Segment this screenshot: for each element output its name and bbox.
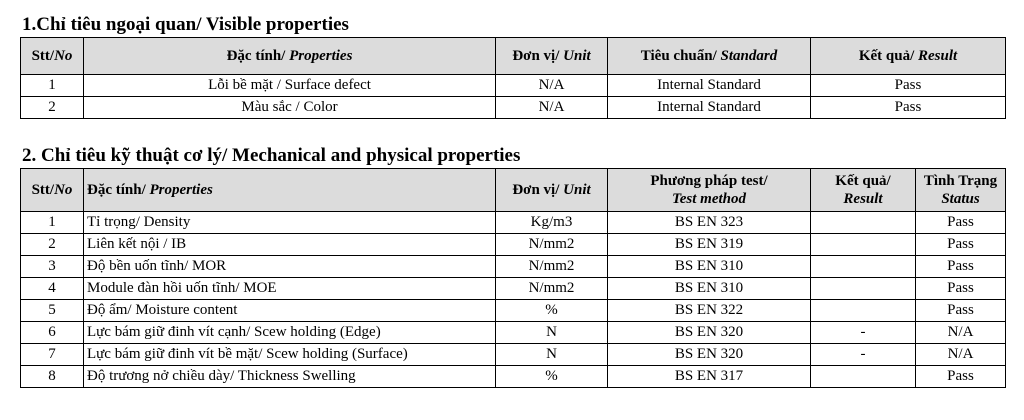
- header-unit: Đơn vị/ Unit: [496, 38, 608, 75]
- cell-property: Độ ẩm/ Moisture content: [84, 300, 496, 322]
- cell-test-method: BS EN 319: [608, 234, 811, 256]
- cell-status: Pass: [916, 366, 1006, 388]
- cell-status: Pass: [916, 300, 1006, 322]
- cell-no: 1: [21, 212, 84, 234]
- cell-property: Lực bám giữ đinh vít cạnh/ Scew holding (Edge): [84, 322, 496, 344]
- header-properties: Đặc tính/ Properties: [84, 38, 496, 75]
- cell-property: Tỉ trọng/ Density: [84, 212, 496, 234]
- cell-test-method: BS EN 310: [608, 256, 811, 278]
- cell-standard: Internal Standard: [608, 97, 811, 119]
- cell-no: 6: [21, 322, 84, 344]
- table-row: [21, 97, 1006, 119]
- header-standard: Tiêu chuẩn/ Standard: [608, 38, 811, 75]
- cell-test-method: BS EN 310: [608, 278, 811, 300]
- mechanical-properties-table: [20, 168, 1006, 388]
- table-row: [21, 256, 1006, 278]
- table-row: [21, 366, 1006, 388]
- cell-status: N/A: [916, 322, 1006, 344]
- cell-property: Lực bám giữ đinh vít bề mặt/ Scew holding (Surface): [84, 344, 496, 366]
- table-row: [21, 212, 1006, 234]
- cell-test-method: BS EN 320: [608, 344, 811, 366]
- cell-unit: %: [496, 300, 608, 322]
- cell-no: 5: [21, 300, 84, 322]
- header-properties: Đặc tính/ Properties: [84, 169, 496, 212]
- table-row: [21, 322, 1006, 344]
- cell-result: [811, 366, 916, 388]
- visible-properties-table: [20, 37, 1006, 119]
- cell-result: Pass: [811, 75, 1006, 97]
- cell-unit: N: [496, 322, 608, 344]
- table-header-row: [21, 169, 1006, 212]
- cell-no: 2: [21, 234, 84, 256]
- table-row: [21, 234, 1006, 256]
- cell-no: 7: [21, 344, 84, 366]
- cell-result: Pass: [811, 97, 1006, 119]
- header-test-method: Phương pháp test/ Test method: [608, 169, 811, 212]
- table-row: [21, 75, 1006, 97]
- cell-standard: Internal Standard: [608, 75, 811, 97]
- header-status: Tình Trạng Status: [916, 169, 1006, 212]
- cell-status: Pass: [916, 256, 1006, 278]
- cell-no: 4: [21, 278, 84, 300]
- cell-property: Liên kết nội / IB: [84, 234, 496, 256]
- table-row: [21, 278, 1006, 300]
- cell-test-method: BS EN 320: [608, 322, 811, 344]
- cell-unit: Kg/m3: [496, 212, 608, 234]
- cell-unit: N/mm2: [496, 278, 608, 300]
- section-2-title: 2. Chỉ tiêu kỹ thuật cơ lý/ Mechanical and physical properties: [22, 145, 521, 166]
- cell-unit: N/mm2: [496, 256, 608, 278]
- cell-property: Module đàn hồi uốn tĩnh/ MOE: [84, 278, 496, 300]
- cell-unit: N: [496, 344, 608, 366]
- cell-property: Lỗi bề mặt / Surface defect: [84, 75, 496, 97]
- cell-property: Độ trương nở chiều dày/ Thickness Swelling: [84, 366, 496, 388]
- cell-unit: N/mm2: [496, 234, 608, 256]
- cell-result: [811, 300, 916, 322]
- cell-test-method: BS EN 322: [608, 300, 811, 322]
- table-header-row: [21, 38, 1006, 75]
- cell-no: 8: [21, 366, 84, 388]
- cell-result: -: [811, 322, 916, 344]
- cell-no: 1: [21, 75, 84, 97]
- header-unit: Đơn vị/ Unit: [496, 169, 608, 212]
- cell-property: Độ bền uốn tĩnh/ MOR: [84, 256, 496, 278]
- cell-unit: N/A: [496, 97, 608, 119]
- cell-status: N/A: [916, 344, 1006, 366]
- cell-status: Pass: [916, 234, 1006, 256]
- cell-test-method: BS EN 317: [608, 366, 811, 388]
- cell-result: [811, 256, 916, 278]
- cell-unit: %: [496, 366, 608, 388]
- cell-result: -: [811, 344, 916, 366]
- cell-result: [811, 234, 916, 256]
- header-no: Stt/No: [21, 38, 84, 75]
- cell-property: Màu sắc / Color: [84, 97, 496, 119]
- cell-status: Pass: [916, 212, 1006, 234]
- cell-status: Pass: [916, 278, 1006, 300]
- cell-unit: N/A: [496, 75, 608, 97]
- table-row: [21, 300, 1006, 322]
- cell-result: [811, 278, 916, 300]
- header-no: Stt/No: [21, 169, 84, 212]
- cell-no: 2: [21, 97, 84, 119]
- header-result: Kết quả/ Result: [811, 169, 916, 212]
- cell-test-method: BS EN 323: [608, 212, 811, 234]
- cell-result: [811, 212, 916, 234]
- section-1-title: 1.Chỉ tiêu ngoại quan/ Visible properties: [22, 14, 349, 35]
- header-result: Kết quả/ Result: [811, 38, 1006, 75]
- cell-no: 3: [21, 256, 84, 278]
- table-row: [21, 344, 1006, 366]
